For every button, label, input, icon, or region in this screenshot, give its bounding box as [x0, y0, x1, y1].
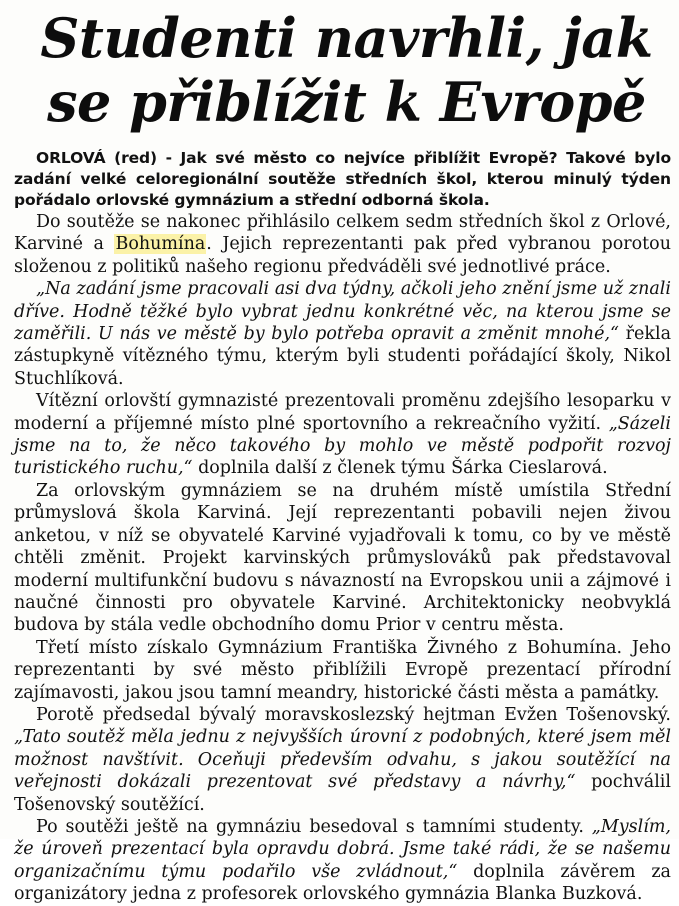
- paragraph-6-text-end: pochválil Tošenovský soutěžící.: [14, 772, 671, 815]
- lead-paragraph: ORLOVÁ (red) - Jak své město co nejvíce přiblížit Evropě? Takové bylo zadání velké celoregionální soutěže středních škol, kterou minulý týden pořádalo orlovské gymnázium a střední odborná škola.: [14, 149, 671, 209]
- paragraph-3: [14, 390, 671, 480]
- quote-stuchlikova: „Na zadání jsme pracovali asi dva týdny, ačkoli jeho znění jsme už znali dříve. Hodně těžké bylo vybrat jednu konkrétné věc, na kterou jsme se zaměřili. U nás ve městě by bylo potřeba opravit a změnit mnohé,“: [14, 279, 671, 345]
- headline: [0, 0, 679, 134]
- article-body: [0, 148, 679, 906]
- paragraph-7-text-start: Po soutěži ještě na gymnáziu besedoval s tamními studenty.: [36, 816, 592, 837]
- paragraph-1-text-end: . Jejich reprezentanti pak před vybranou porotou složenou z politiků našeho regionu předváděli své jednotlivé práce.: [14, 234, 671, 277]
- paragraph-2: [14, 278, 671, 390]
- headline-line-1: Studenti navrhli, jak: [40, 6, 653, 70]
- paragraph-3-text-start: Vítězní orlovští gymnazisté prezentovali proměnu zdejšího lesoparku v moderní a příjemné místo plné sportovního a rekreačního vyžití.: [14, 391, 671, 434]
- headline-line-2: se přiblížit k Evropě: [47, 70, 646, 134]
- paragraph-6: [14, 704, 671, 816]
- paragraph-3-text-end: doplnila další z členek týmu Šárka Cieslarová.: [192, 458, 608, 479]
- quote-organizers: „Myslím, že úroveň prezentací byla opravdu dobrá. Jsme také rádi, že se našemu organizačnímu týmu podařilo vše zvládnout,“: [14, 816, 671, 882]
- paragraph-2-text: řekla zástupkyně vítězného týmu, kterým byli studenti pořádající školy, Nikol Stuchlíková.: [14, 324, 672, 389]
- quote-tosenovsky: „Tato soutěž měla jednu z nejvyšších úrovní z podobných, které jsem měl možnost navštívit. Oceňuji především odvahu, s jakou soutěžící na veřejnosti dokázali prezentovat své představy a návrhy,“: [14, 727, 671, 793]
- paragraph-1: [14, 211, 671, 278]
- paragraph-1-text-start: Do soutěže se nakonec přihlásilo celkem sedm středních škol z Orlové, Karviné a: [14, 212, 671, 255]
- paragraph-5: Třetí místo získalo Gymnázium Františka Živného z Bohumína. Jeho reprezentanti by své město přiblížili Evropě prezentací přírodní zajímavosti, jakou jsou tamní meandry, historické části města a památky.: [14, 637, 671, 703]
- paragraph-6-text-start: Porotě předsedal bývalý moravskoslezský hejtman Evžen Tošenovský.: [36, 704, 671, 725]
- paragraph-7-text-end: doplnila závěrem za organizátory jedna z profesorek orlovského gymnázia Blanka Buzková.: [14, 861, 671, 905]
- paragraph-4: Za orlovským gymnáziem se na druhém místě umístila Střední průmyslová škola Karviná. Její reprezentanti pobavili nejen živou anketou, v níž se obyvatelé Karviné vyjadřovali k tomu, co by ve městě chtěli změnit. Projekt karvinských průmyslováků pak představoval moderní multifunkční budovu s návazností na Evropskou unii a zájmové i naučné činnosti pro obyvatele Karviné. Architektonicky neobvyklá budova by stála vedle obchodního domu Prior v centru města.: [14, 480, 671, 636]
- paragraph-7: [14, 816, 671, 906]
- highlighted-word: Bohumína: [115, 234, 206, 255]
- quote-cieslarova: „Sázeli jsme na to, že něco takového by mohlo ve městě podpořit rozvoj turistického ruchu,“: [14, 413, 671, 479]
